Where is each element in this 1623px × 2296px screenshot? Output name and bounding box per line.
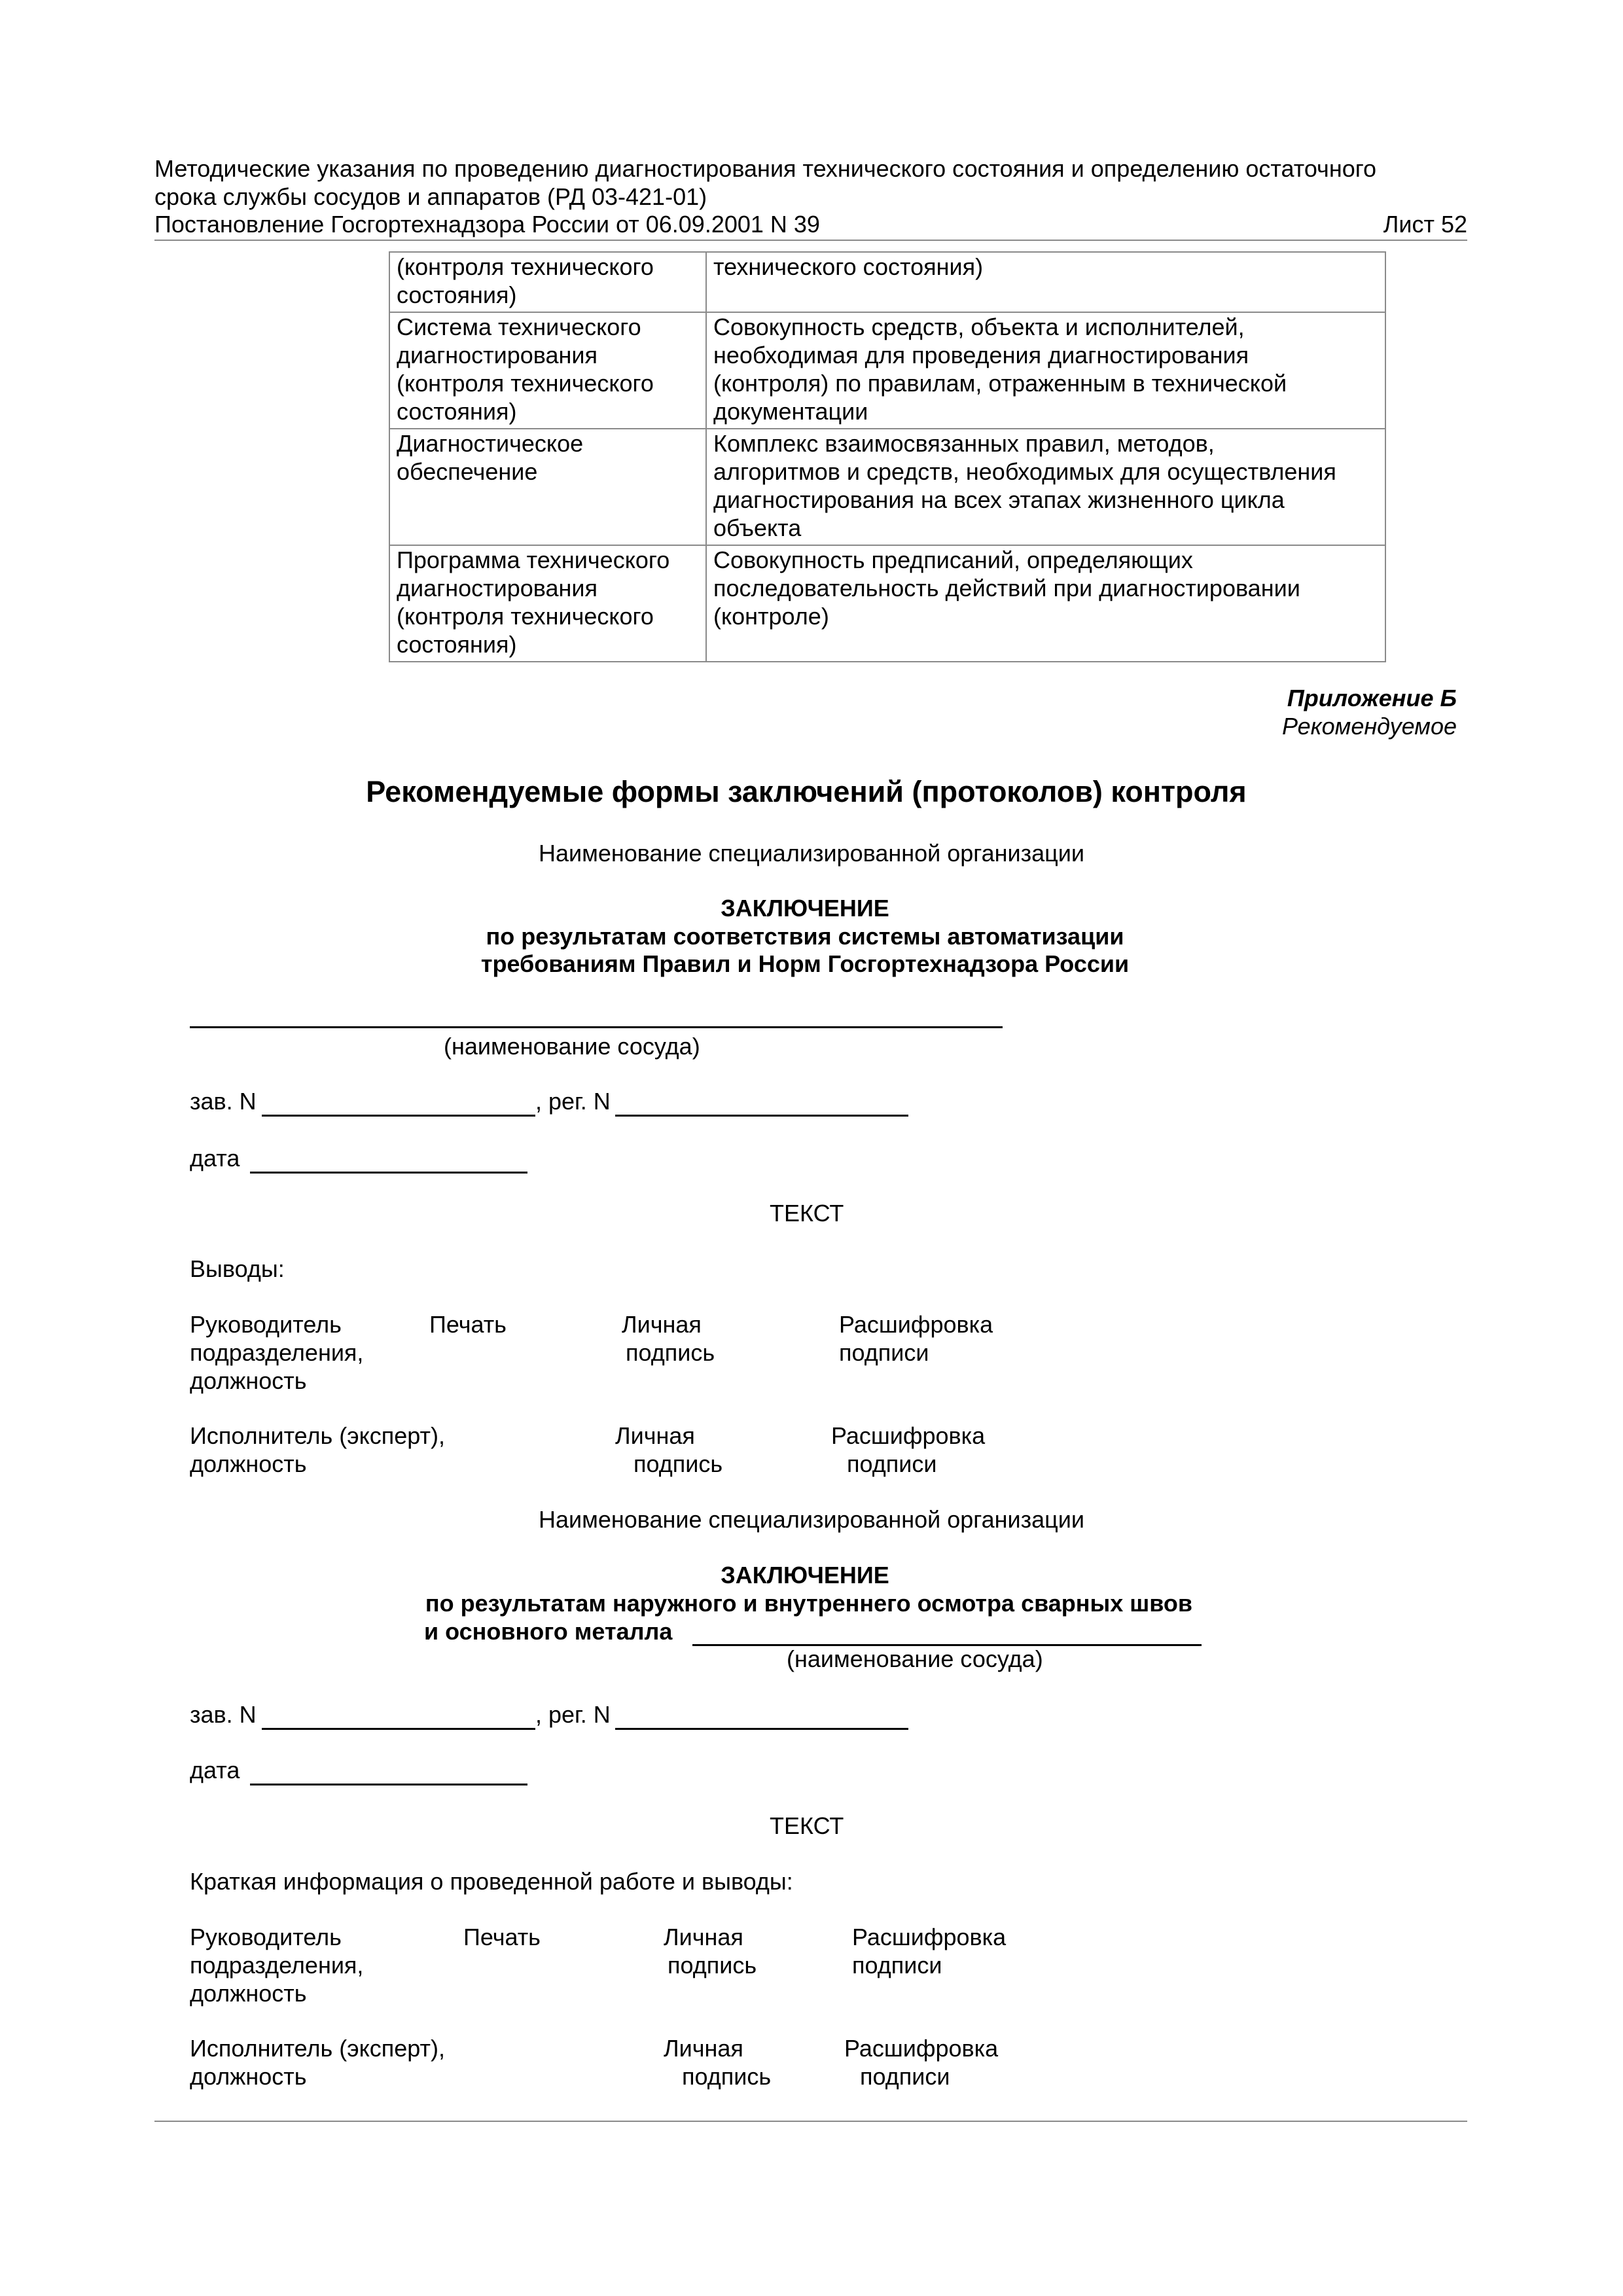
form1-executor-1: Исполнитель (эксперт), xyxy=(190,1422,446,1449)
form1-head-label-3: должность xyxy=(190,1367,307,1394)
form1-ex-decode-1: Расшифровка xyxy=(831,1422,986,1449)
form2-vessel-caption: (наименование сосуда) xyxy=(787,1645,1043,1672)
term-cell: Программа технического диагностирования (контроля технического состояния) xyxy=(389,545,706,662)
form2-ex-decode-1: Расшифровка xyxy=(844,2035,999,2062)
form1-stamp: Печать xyxy=(429,1311,507,1338)
form2-text: ТЕКСТ xyxy=(770,1812,844,1839)
appendix-status: Рекомендуемое xyxy=(1282,713,1457,740)
form2-head-label-3: должность xyxy=(190,1980,307,2007)
form1-head-label-1: Руководитель xyxy=(190,1311,342,1338)
form1-personal-1: Личная xyxy=(622,1311,702,1338)
form2-summary: Краткая информация о проведенной работе и выводы: xyxy=(190,1868,793,1895)
form2-ex-personal-1: Личная xyxy=(664,2035,743,2062)
definition-cell: Совокупность средств, объекта и исполнителей, необходимая для проведения диагностирования (контроля) по правилам, отраженным в технической документации xyxy=(706,312,1385,429)
table-row xyxy=(389,545,1385,662)
footer-divider xyxy=(154,2121,1467,2122)
table-row xyxy=(389,429,1385,545)
form1-reg-label: , рег. N xyxy=(535,1088,611,1115)
form1-heading: ЗАКЛЮЧЕНИЕ xyxy=(721,895,889,922)
form1-ex-personal-2: подпись xyxy=(633,1450,723,1477)
sheet-number: Лист 52 xyxy=(1383,211,1467,238)
definitions-table xyxy=(389,251,1386,662)
table-row xyxy=(389,252,1385,312)
definition-cell: технического состояния) xyxy=(706,252,1385,312)
form1-reg-line xyxy=(615,1115,908,1117)
form2-date-line xyxy=(250,1784,527,1785)
term-cell: Система технического диагностирования (контроля технического состояния) xyxy=(389,312,706,429)
form1-head-label-2: подразделения, xyxy=(190,1339,364,1366)
form2-head-label-2: подразделения, xyxy=(190,1952,364,1979)
form1-ex-personal-1: Личная xyxy=(615,1422,695,1449)
definition-cell: Совокупность предписаний, определяющих последовательность действий при диагностировании (контроле) xyxy=(706,545,1385,662)
appendix-label: Приложение Б xyxy=(1287,685,1457,711)
section-title: Рекомендуемые формы заключений (протоколов) контроля xyxy=(366,775,1247,808)
form2-reg-line xyxy=(615,1728,908,1730)
form1-ex-decode-2: подписи xyxy=(847,1450,937,1477)
form2-heading: ЗАКЛЮЧЕНИЕ xyxy=(721,1562,889,1588)
form2-executor-2: должность xyxy=(190,2063,307,2090)
form2-decode-1: Расшифровка xyxy=(852,1924,1007,1950)
form1-subheading-2: требованиям Правил и Норм Госгортехнадзора России xyxy=(480,950,1130,977)
form2-subheading-1: по результатам наружного и внутреннего осмотра сварных швов xyxy=(425,1590,1193,1617)
form1-zav-line xyxy=(262,1115,535,1117)
form1-org-name: Наименование специализированной организации xyxy=(539,840,1084,867)
doc-header-line-2: срока службы сосудов и аппаратов (РД 03-421-01) xyxy=(154,183,707,210)
form2-ex-personal-2: подпись xyxy=(682,2063,772,2090)
form2-executor-1: Исполнитель (эксперт), xyxy=(190,2035,446,2062)
form1-executor-2: должность xyxy=(190,1450,307,1477)
form1-conclusions: Выводы: xyxy=(190,1255,285,1282)
form2-subheading-2: и основного металла xyxy=(424,1618,673,1645)
form1-vessel-line xyxy=(190,1026,1003,1028)
form1-vessel-caption: (наименование сосуда) xyxy=(444,1033,700,1060)
form2-ex-decode-2: подписи xyxy=(860,2063,950,2090)
doc-header-line-1: Методические указания по проведению диагностирования технического состояния и определению остаточного xyxy=(154,155,1377,182)
table-row xyxy=(389,312,1385,429)
term-cell: Диагностическое обеспечение xyxy=(389,429,706,545)
form2-date-label: дата xyxy=(190,1757,240,1784)
form2-org-name: Наименование специализированной организации xyxy=(539,1506,1084,1533)
form2-personal-1: Личная xyxy=(664,1924,743,1950)
term-cell: (контроля технического состояния) xyxy=(389,252,706,312)
form2-reg-label: , рег. N xyxy=(535,1701,611,1728)
doc-header-line-3: Постановление Госгортехнадзора России от 06.09.2001 N 39 xyxy=(154,211,820,238)
header-divider xyxy=(154,240,1467,241)
form2-personal-2: подпись xyxy=(668,1952,757,1979)
form1-text: ТЕКСТ xyxy=(770,1200,844,1227)
form1-decode-1: Расшифровка xyxy=(839,1311,993,1338)
form2-zav-line xyxy=(262,1728,535,1730)
form1-date-line xyxy=(250,1172,527,1174)
form1-subheading-1: по результатам соответствия системы автоматизации xyxy=(486,923,1124,950)
form2-zav-label: зав. N xyxy=(190,1701,257,1728)
form2-head-label-1: Руководитель xyxy=(190,1924,342,1950)
form2-decode-2: подписи xyxy=(852,1952,942,1979)
form1-decode-2: подписи xyxy=(839,1339,929,1366)
definition-cell: Комплекс взаимосвязанных правил, методов, алгоритмов и средств, необходимых для осуществления диагностирования на всех этапах жизненного цикла объекта xyxy=(706,429,1385,545)
form1-date-label: дата xyxy=(190,1145,240,1172)
form2-stamp: Печать xyxy=(463,1924,541,1950)
form1-zav-label: зав. N xyxy=(190,1088,257,1115)
form1-personal-2: подпись xyxy=(626,1339,715,1366)
